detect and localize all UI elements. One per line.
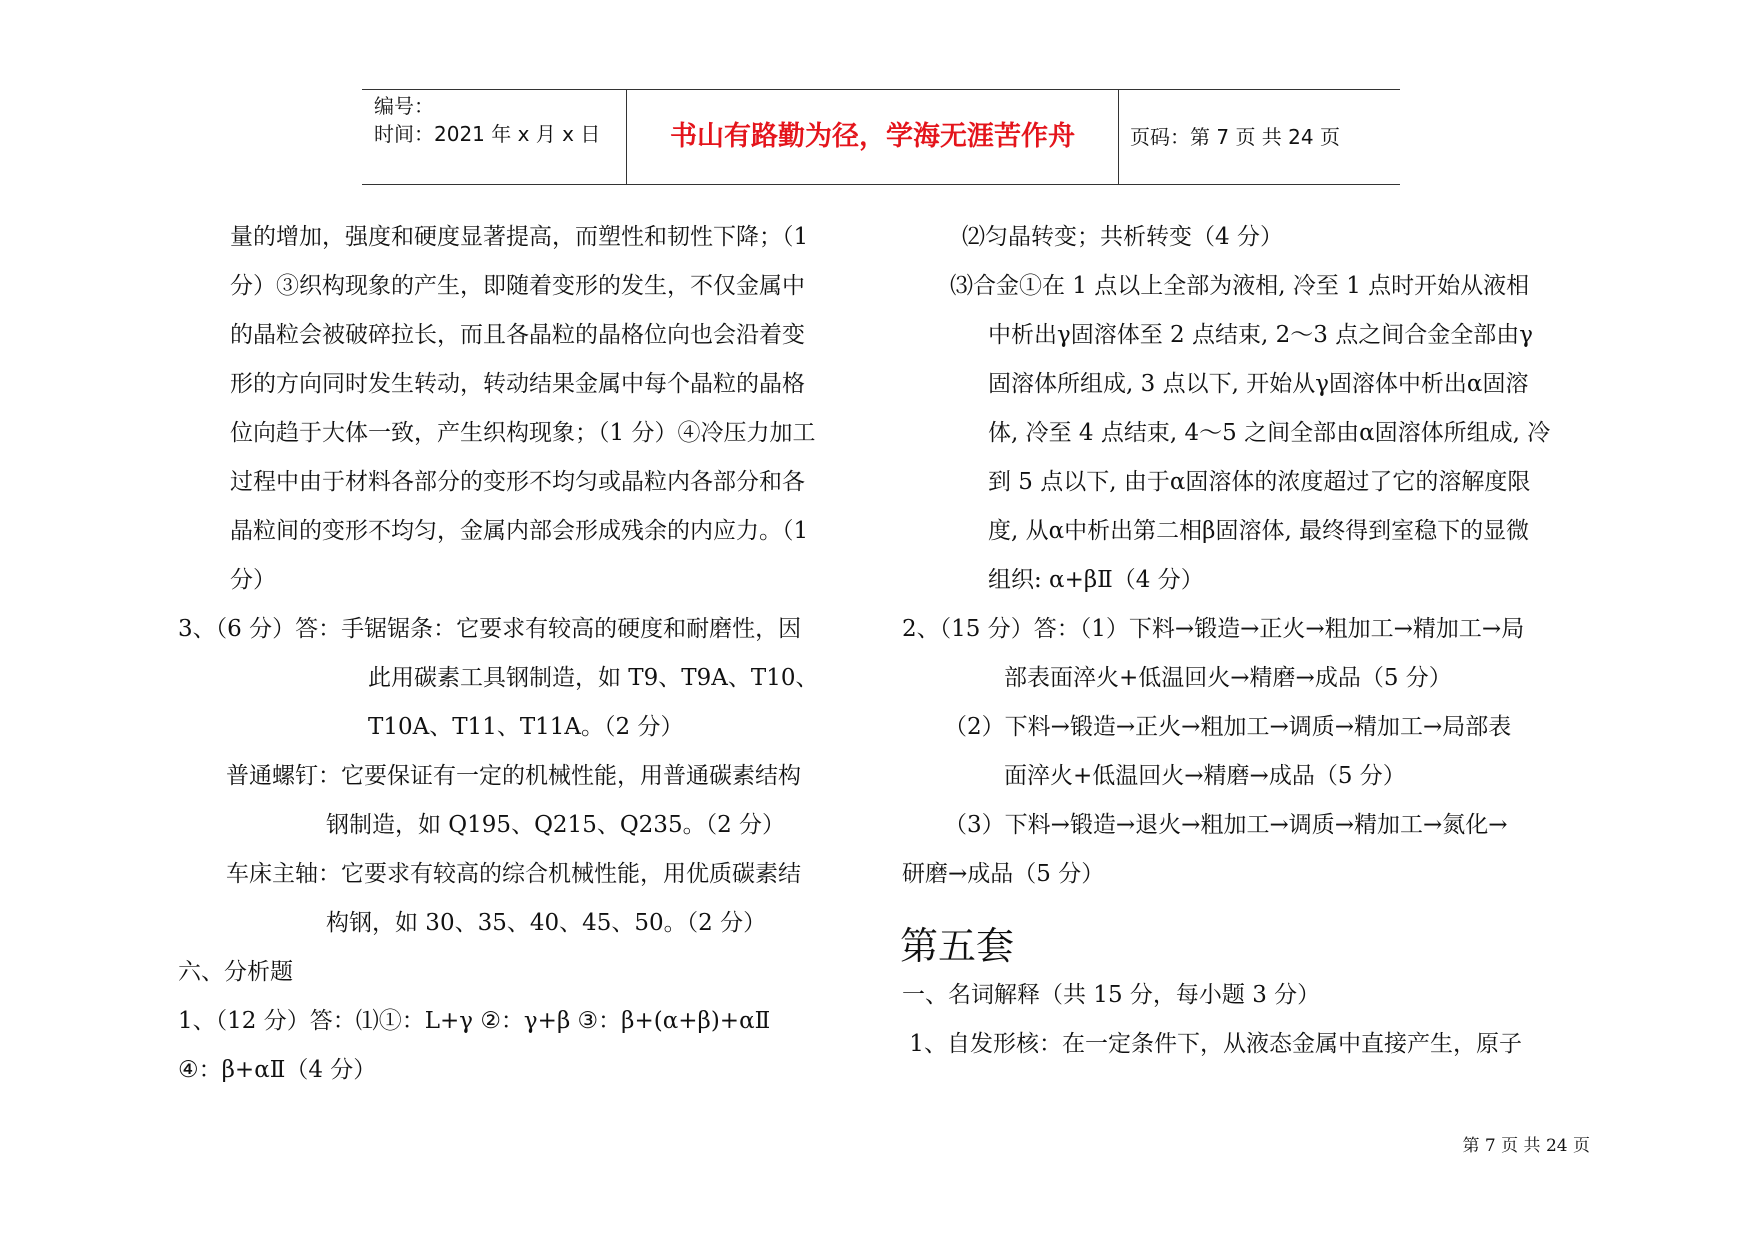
text-line: 面淬火+低温回火→精磨→成品（5 分） [1004,763,1406,789]
number-label: 编号： [374,94,434,118]
page-footer: 第 7 页 共 24 页 [1462,1136,1590,1156]
header-page-label: 页码：第 7 页 共 24 页 [1130,125,1340,149]
text-line: 位向趋于大体一致，产生织构现象；（1 分）④冷压力加工 [230,420,816,446]
text-line: 一、名词解释（共 15 分，每小题 3 分） [902,982,1321,1008]
text-line: 体, 冷至 4 点结束, 4～5 之间全部由α固溶体所组成, 冷 [988,420,1551,446]
left-column [176,213,876,1095]
text-line: 构钢，如 30、35、40、45、50。（2 分） [326,910,767,936]
time-label: 时间：2021 年 x 月 x 日 [374,122,601,146]
text-line: ④：β+αⅡ（4 分） [178,1057,377,1083]
text-line: 1、自发形核：在一定条件下，从液态金属中直接产生，原子 [902,1031,1522,1057]
text-line: 晶粒间的变形不均匀，金属内部会形成残余的内应力。（1 [230,518,809,544]
text-line: 此用碳素工具钢制造，如 T9、T9A、T10、 [368,665,819,691]
text-line: T10A、T11、T11A。（2 分） [368,714,684,740]
text-line: （3）下料→锻造→退火→粗加工→调质→精加工→氮化→ [944,812,1508,838]
text-line: 组织: α+βⅡ（4 分） [988,567,1204,593]
text-line: （2）下料→锻造→正火→粗加工→调质→精加工→局部表 [944,714,1512,740]
text-line: ⑶合金①在 1 点以上全部为液相, 冷至 1 点时开始从液相 [950,273,1530,299]
text-line: 过程中由于材料各部分的变形不均匀或晶粒内各部分和各 [230,469,805,495]
section-title: 第五套 [900,924,1015,968]
text-line: 到 5 点以下, 由于α固溶体的浓度超过了它的溶解度限 [988,469,1531,495]
text-line: ⑵匀晶转变；共析转变（4 分） [962,224,1283,250]
page-header [362,89,1400,185]
text-line: 形的方向同时发生转动，转动结果金属中每个晶粒的晶格 [230,371,805,397]
text-line: 3、（6 分）答：手锯锯条：它要求有较高的硬度和耐磨性，因 [178,616,802,642]
text-line: 的晶粒会被破碎拉长，而且各晶粒的晶格位向也会沿着变 [230,322,805,348]
text-line: 固溶体所组成, 3 点以下, 开始从γ固溶体中析出α固溶 [988,371,1529,397]
text-line: 2、（15 分）答：（1）下料→锻造→正火→粗加工→精加工→局 [902,616,1525,642]
text-line: 中析出γ固溶体至 2 点结束, 2～3 点之间合金全部由γ [988,322,1533,348]
text-line: 部表面淬火+低温回火→精磨→成品（5 分） [1004,665,1452,691]
header-divider [1118,90,1119,184]
text-line: 研磨→成品（5 分） [902,861,1105,887]
text-line: 量的增加，强度和硬度显著提高，而塑性和韧性下降；（1 [230,224,809,250]
header-meta [374,90,624,186]
text-line: 钢制造，如 Q195、Q215、Q235。（2 分） [326,812,786,838]
header-motto: 书山有路勤为径，学海无涯苦作舟 [670,121,1075,152]
section-heading: 六、分析题 [178,959,293,985]
text-line: 1、（12 分）答：⑴①：L+γ ②：γ+β ③：β+(α+β)+αⅡ [178,1008,771,1034]
text-line: 度, 从α中析出第二相β固溶体, 最终得到室稳下的显微 [988,518,1530,544]
text-line: 普通螺钉：它要保证有一定的机械性能，用普通碳素结构 [226,763,801,789]
text-line: 分） [230,567,276,593]
right-column [900,213,1600,1069]
text-line: 分）③织构现象的产生，即随着变形的发生，不仅金属中 [230,273,805,299]
text-line: 车床主轴：它要求有较高的综合机械性能，用优质碳素结 [226,861,801,887]
